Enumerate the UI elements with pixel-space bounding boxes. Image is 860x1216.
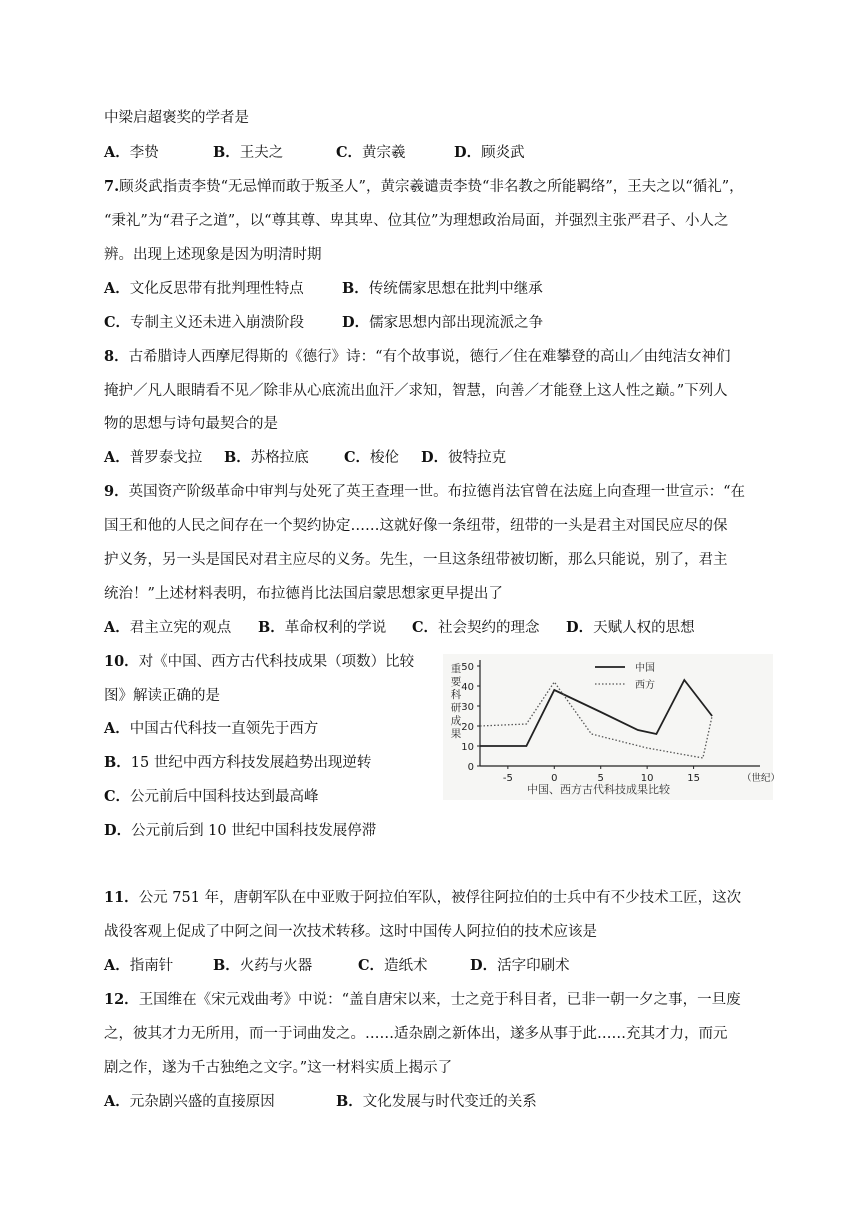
q7-option-d: D．儒家思想内部出现流派之争 xyxy=(342,314,544,331)
q9-line-2: 国王和他的人民之间存在一个契约协定……这就好像一条纽带，纽带的一头是君主对国民应尽的保 xyxy=(104,518,728,534)
y-axis-label-char-3: 研 xyxy=(450,702,462,714)
q7-option-b: B．传统儒家思想在批判中继承 xyxy=(342,280,543,297)
q6-stem-tail: 中梁启超褒奖的学者是 xyxy=(104,110,249,126)
q7-option-a: A．文化反思带有批判理性特点 xyxy=(104,280,304,297)
q7-line-1: 7.顾炎武指责李贽“无忌惮而敢于叛圣人”，黄宗羲谴责李贽“非名教之所能羁络”，王夫之以“循礼”， xyxy=(104,178,744,195)
q12-line-1: 12．王国维在《宋元戏曲考》中说：“盖自唐宋以来，士之竞于科目者，已非一朝一夕之事，一旦废 xyxy=(104,991,741,1008)
q7-line-3: 辨。出现上述现象是因为明清时期 xyxy=(104,247,322,263)
q6-option-d: D．顾炎武 xyxy=(454,144,525,161)
q8-option-c: C．梭伦 xyxy=(344,449,400,466)
y-tick-label-5: 50 xyxy=(461,662,474,673)
y-axis-label-char-5: 果 xyxy=(450,728,462,740)
q8-line-2: 掩护／凡人眼睛看不见／除非从心底流出血汗／求知，智慧，向善／才能登上这人性之巅。”下列人 xyxy=(104,383,728,399)
q10-option-d: D．公元前后到 10 世纪中国科技发展停滞 xyxy=(104,822,377,839)
q10-option-c: C．公元前后中国科技达到最高峰 xyxy=(104,788,319,805)
x-tick-label-2: 5 xyxy=(597,773,604,784)
y-axis-label-char-2: 科 xyxy=(450,689,462,701)
q7-line-2: “秉礼”为“君子之道”，以“尊其尊、卑其卑、位其位”为理想政治局面，并强烈主张严君子、小人之 xyxy=(104,213,729,229)
q10-option-a: A．中国古代科技一直领先于西方 xyxy=(104,720,319,737)
q9-option-b: B．革命权利的学说 xyxy=(258,619,387,636)
y-axis-label-char-0: 重 xyxy=(450,663,462,675)
x-axis-label: （世纪） xyxy=(742,773,781,784)
q6-option-a: A．李贽 xyxy=(104,144,159,161)
q6-option-c: C．黄宗羲 xyxy=(336,144,406,161)
q8-line-3: 物的思想与诗句最契合的是 xyxy=(104,416,278,432)
x-tick-label-3: 10 xyxy=(640,773,654,784)
y-tick-label-3: 30 xyxy=(461,702,474,713)
legend-label-1: 西方 xyxy=(635,680,655,691)
q10-line-2: 图》解读正确的是 xyxy=(104,688,220,704)
y-tick-label-0: 0 xyxy=(467,762,474,773)
x-tick-label-0: -5 xyxy=(502,773,513,784)
q6-option-b: B．王夫之 xyxy=(213,144,284,161)
q9-line-3: 护义务，另一头是国民对君主应尽的义务。先生，一旦这条纽带被切断，那么只能说，别了，君主 xyxy=(104,552,728,568)
chart-background xyxy=(443,654,773,800)
q11-line-1: 11．公元 751 年，唐朝军队在中亚败于阿拉伯军队，被俘往阿拉伯的士兵中有不少技术工匠，这次 xyxy=(104,889,742,906)
y-tick-label-2: 20 xyxy=(461,722,474,733)
legend-label-0: 中国 xyxy=(635,663,655,674)
x-tick-label-4: 15 xyxy=(687,773,700,784)
q8-option-d: D．彼特拉克 xyxy=(421,449,507,466)
q12-option-b: B．文化发展与时代变迁的关系 xyxy=(336,1093,537,1110)
y-axis-label-char-4: 成 xyxy=(450,715,462,727)
chart-svg xyxy=(443,654,781,800)
q9-line-4: 统治！”上述材料表明，布拉德肖比法国启蒙思想家更早提出了 xyxy=(104,586,503,602)
y-tick-label-4: 40 xyxy=(461,682,474,693)
q7-option-c: C．专制主义还未进入崩溃阶段 xyxy=(104,314,305,331)
q8-line-1: 8．古希腊诗人西摩尼得斯的《德行》诗：“有个故事说，德行／住在难攀登的高山／由纯洁女神们 xyxy=(104,348,731,365)
y-tick-label-1: 10 xyxy=(461,742,474,753)
q9-option-a: A．君主立宪的观点 xyxy=(104,619,232,636)
q9-option-d: D．天赋人权的思想 xyxy=(566,619,695,636)
q12-option-a: A．元杂剧兴盛的直接原因 xyxy=(104,1093,275,1110)
q8-option-b: B．苏格拉底 xyxy=(224,449,309,466)
tech-comparison-chart xyxy=(443,654,781,800)
q12-line-3: 剧之作，遂为千古独绝之文字。”这一材料实质上揭示了 xyxy=(104,1060,453,1076)
q11-option-b: B．火药与火器 xyxy=(213,957,313,974)
q10-line-1: 10．对《中国、西方古代科技成果（项数）比较 xyxy=(104,653,415,670)
q11-option-a: A．指南针 xyxy=(104,957,174,974)
q8-option-a: A．普罗泰戈拉 xyxy=(104,449,203,466)
q9-line-1: 9．英国资产阶级革命中审判与处死了英王查理一世。布拉德肖法官曾在法庭上向查理一世宣示：“在 xyxy=(104,483,746,500)
q11-option-d: D．活字印刷术 xyxy=(470,957,570,974)
q10-option-b: B．15 世纪中西方科技发展趋势出现逆转 xyxy=(104,754,372,771)
q12-line-2: 之，彼其才力无所用，而一于词曲发之。……适杂剧之新体出，遂多从事于此……充其才力，而元 xyxy=(104,1026,728,1042)
y-axis-label-char-1: 要 xyxy=(450,676,462,688)
q11-option-c: C．造纸术 xyxy=(358,957,428,974)
q11-line-2: 战役客观上促成了中阿之间一次技术转移。这时中国传人阿拉伯的技术应该是 xyxy=(104,924,597,940)
chart-caption: 中国、西方古代科技成果比较 xyxy=(527,783,670,796)
x-tick-label-1: 0 xyxy=(551,773,558,784)
q9-option-c: C．社会契约的理念 xyxy=(412,619,540,636)
